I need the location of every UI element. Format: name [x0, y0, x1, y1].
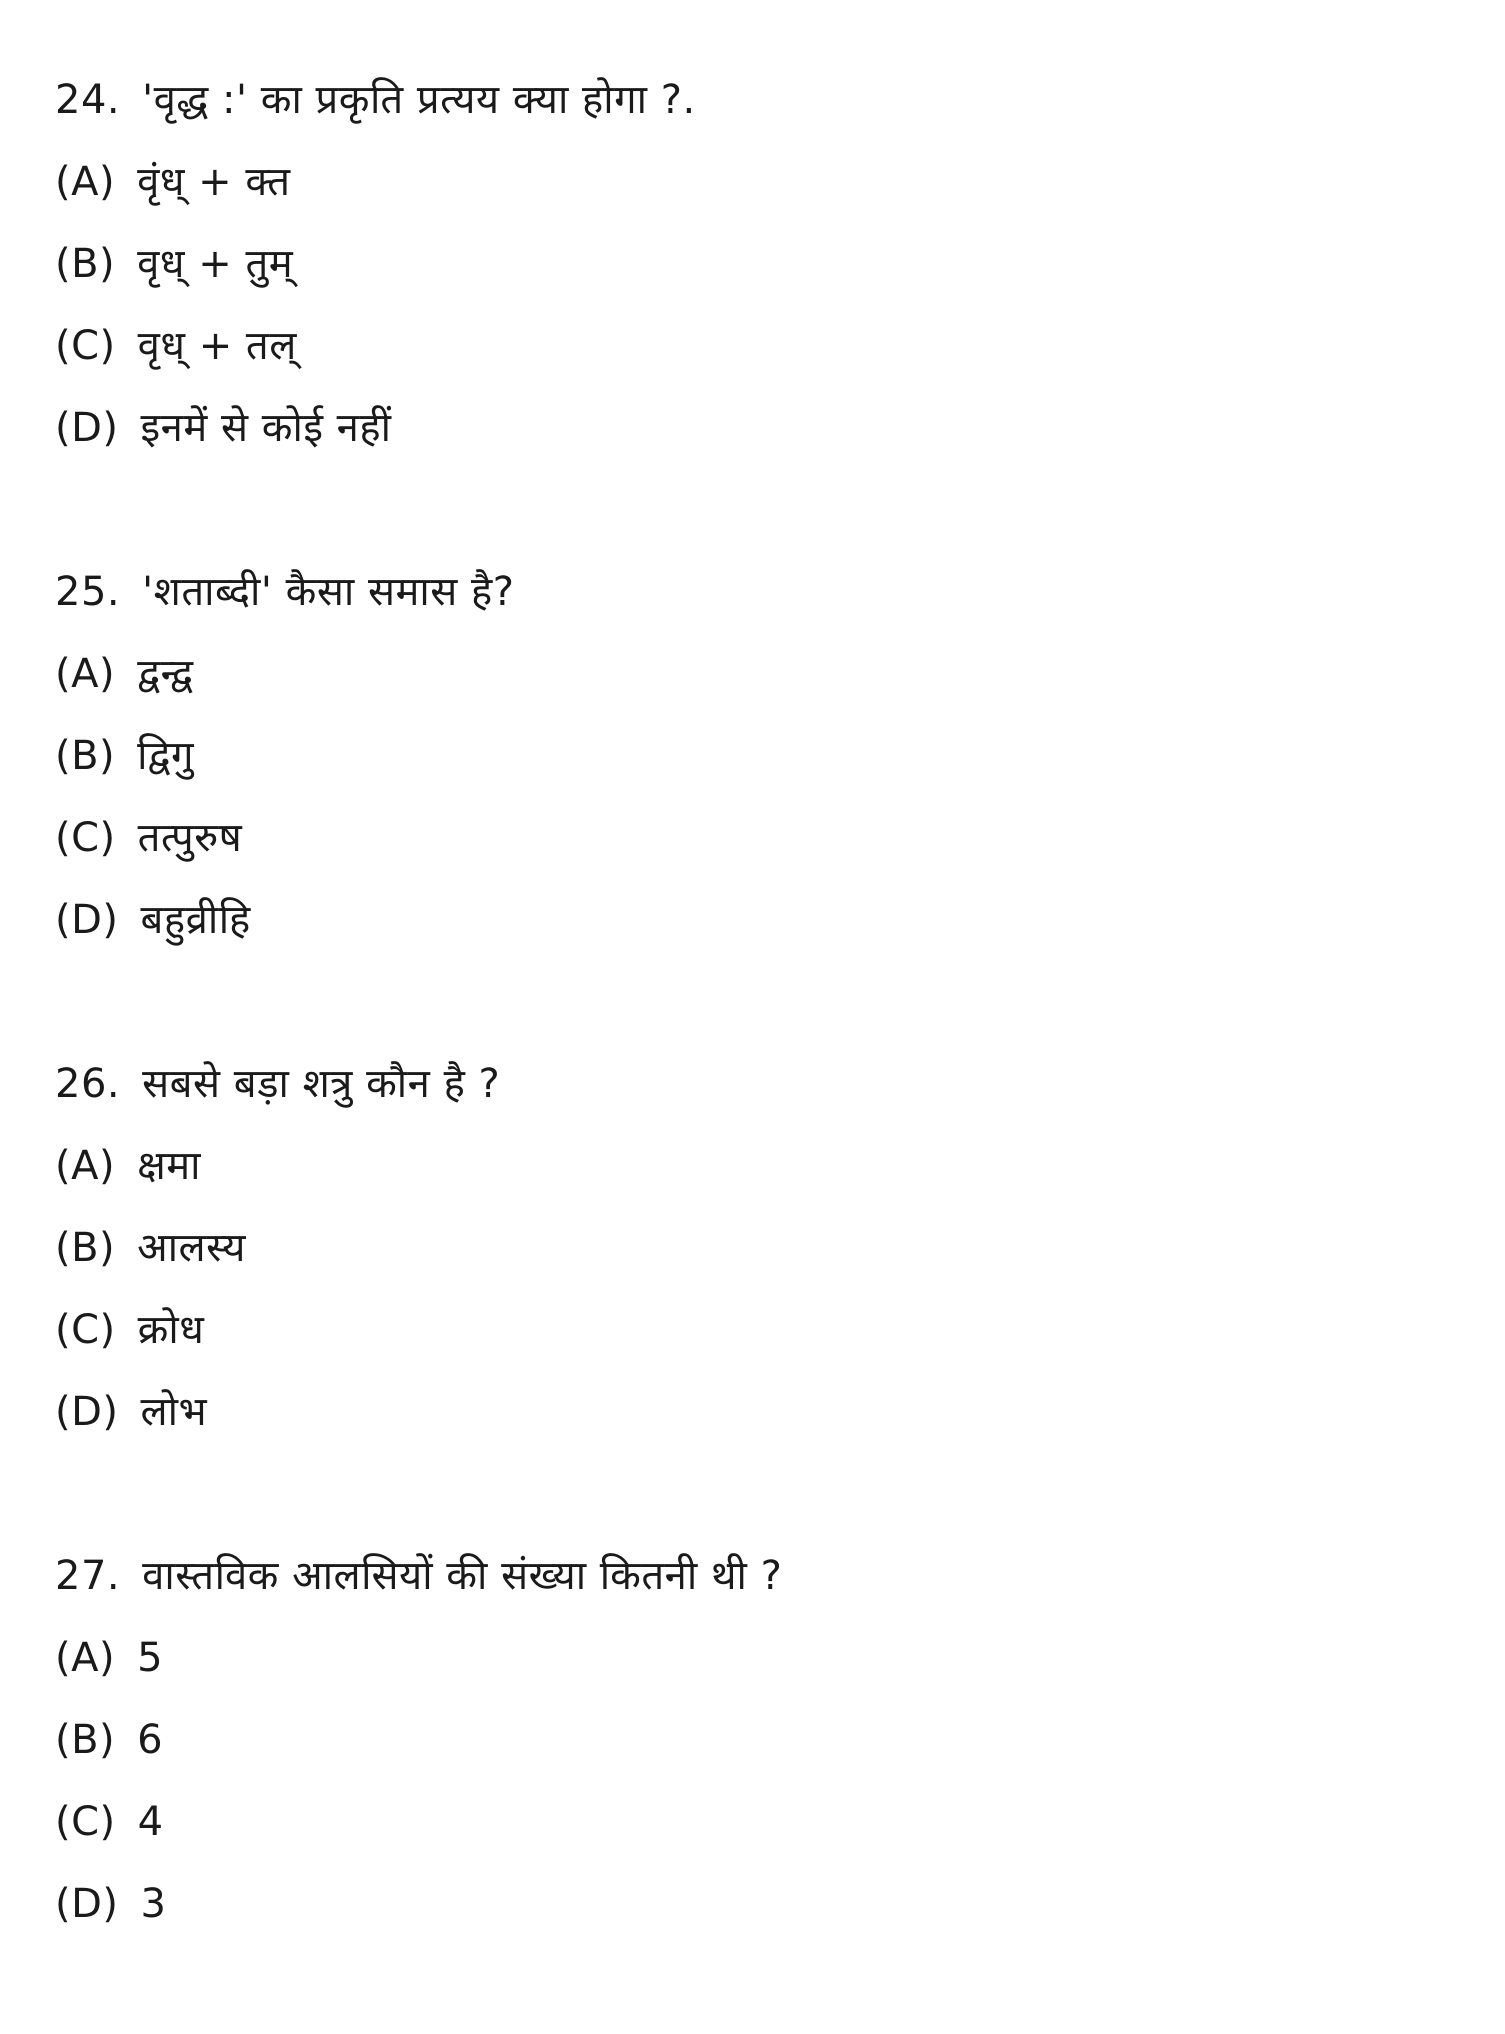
option-key: (D) — [55, 1881, 119, 1927]
question-24 — [55, 70, 1455, 480]
option-text: वृंध् + क्त — [137, 159, 291, 205]
option-b[interactable] — [55, 726, 1455, 808]
option-key: (D) — [55, 1389, 119, 1435]
option-key: (C) — [55, 815, 116, 861]
option-text: 4 — [137, 1799, 164, 1845]
option-text: द्विगु — [137, 733, 195, 779]
option-b[interactable] — [55, 1218, 1455, 1300]
option-key: (A) — [55, 651, 116, 697]
option-text: क्रोध — [137, 1307, 205, 1353]
question-text: 'शताब्दी' कैसा समास है? — [142, 569, 515, 615]
option-c[interactable] — [55, 1300, 1455, 1382]
question-number: 24. — [55, 77, 121, 123]
option-key: (A) — [55, 1635, 116, 1681]
question-25 — [55, 562, 1455, 972]
question-text-line — [55, 70, 1455, 152]
option-key: (D) — [55, 405, 119, 451]
option-b[interactable] — [55, 1710, 1455, 1792]
option-text: बहुव्रीहि — [140, 897, 251, 943]
option-b[interactable] — [55, 234, 1455, 316]
option-a[interactable] — [55, 1136, 1455, 1218]
option-key: (C) — [55, 1307, 116, 1353]
option-text: इनमें से कोई नहीं — [140, 405, 392, 451]
question-text: 'वृद्ध :' का प्रकृति प्रत्यय क्या होगा ?. — [142, 77, 696, 123]
option-a[interactable] — [55, 152, 1455, 234]
option-key: (B) — [55, 1717, 116, 1763]
option-text: 6 — [137, 1717, 164, 1763]
option-d[interactable] — [55, 1382, 1455, 1464]
question-text-line — [55, 1546, 1455, 1628]
option-d[interactable] — [55, 398, 1455, 480]
question-number: 26. — [55, 1061, 121, 1107]
option-d[interactable] — [55, 890, 1455, 972]
question-text: वास्तविक आलसियों की संख्या कितनी थी ? — [142, 1553, 783, 1599]
option-a[interactable] — [55, 644, 1455, 726]
option-text: द्वन्द्व — [137, 651, 194, 697]
option-key: (A) — [55, 1143, 116, 1189]
option-key: (B) — [55, 1225, 116, 1271]
option-text: वृध् + तुम् — [137, 241, 294, 287]
question-number: 25. — [55, 569, 121, 615]
question-text: सबसे बड़ा शत्रु कौन है ? — [142, 1061, 501, 1107]
option-key: (A) — [55, 159, 116, 205]
option-text: तत्पुरुष — [137, 815, 243, 861]
option-text: 3 — [140, 1881, 167, 1927]
question-27 — [55, 1546, 1455, 1956]
option-text: लोभ — [140, 1389, 208, 1435]
option-text: आलस्य — [137, 1225, 246, 1271]
option-key: (D) — [55, 897, 119, 943]
option-text: 5 — [137, 1635, 164, 1681]
question-number: 27. — [55, 1553, 121, 1599]
option-text: वृध् + तल् — [137, 323, 297, 369]
question-26 — [55, 1054, 1455, 1464]
question-text-line — [55, 1054, 1455, 1136]
option-d[interactable] — [55, 1874, 1455, 1956]
option-key: (B) — [55, 733, 116, 779]
option-text: क्षमा — [137, 1143, 202, 1189]
option-c[interactable] — [55, 316, 1455, 398]
option-key: (B) — [55, 241, 116, 287]
option-a[interactable] — [55, 1628, 1455, 1710]
option-c[interactable] — [55, 808, 1455, 890]
option-key: (C) — [55, 323, 116, 369]
option-key: (C) — [55, 1799, 116, 1845]
question-text-line — [55, 562, 1455, 644]
option-c[interactable] — [55, 1792, 1455, 1874]
